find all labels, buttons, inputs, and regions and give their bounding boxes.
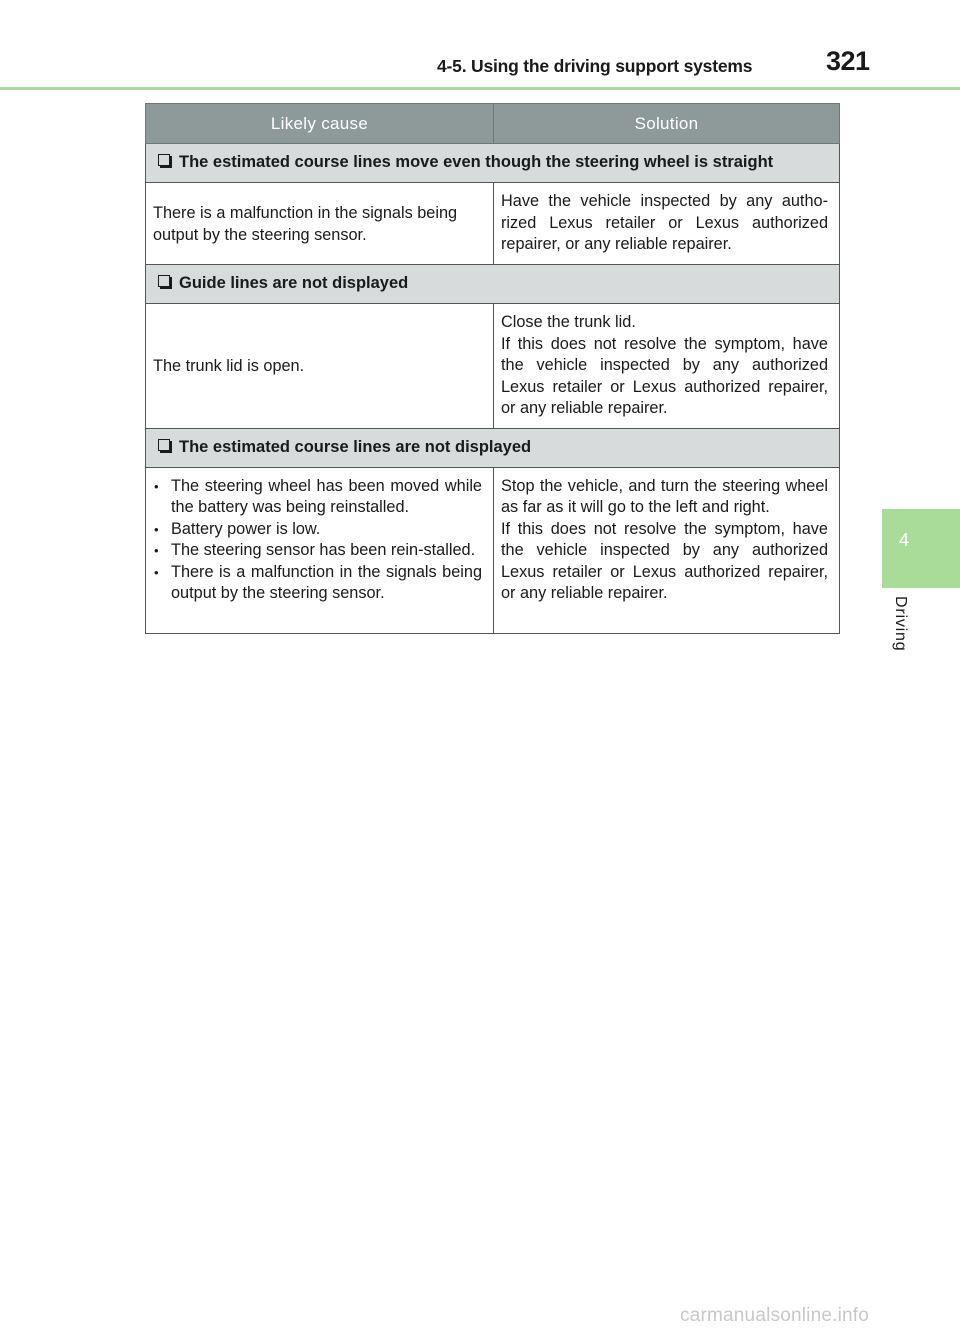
- cause-list-item: • The steering wheel has been moved while the battery was being reinstalled.: [153, 476, 482, 519]
- running-header: 4-5. Using the driving support systems: [437, 56, 753, 76]
- cause-text: The trunk lid is open.: [153, 357, 305, 375]
- section-title-cell: [146, 144, 840, 183]
- checkbox-icon: [158, 275, 170, 287]
- checkbox-icon: [158, 439, 170, 451]
- section-title: The estimated course lines are not displayed: [179, 437, 532, 456]
- solution-text: Stop the vehicle, and turn the steering wheel as far as it will go to the left and right.: [501, 476, 828, 516]
- cause-cell: [146, 304, 494, 429]
- column-header-likely-cause: Likely cause: [146, 104, 494, 144]
- cause-list-item: • The steering sensor has been rein-stalled.: [153, 540, 482, 562]
- table-header-row: [146, 104, 840, 144]
- cause-text: There is a malfunction in the signals being output by the steering sensor.: [153, 204, 458, 244]
- checkbox-icon: [158, 154, 170, 166]
- troubleshooting-table: [145, 103, 840, 634]
- solution-cell: [494, 467, 840, 633]
- table-row: [146, 183, 840, 265]
- section-title-cell: [146, 265, 840, 304]
- solution-text: Have the vehicle inspected by any autho-rized Lexus retailer or Lexus authorized repairer, or any reliable repairer.: [501, 192, 828, 253]
- solution-text: Close the trunk lid.: [501, 313, 636, 331]
- solution-text: If this does not resolve the symptom, have the vehicle inspected by any authorized Lexus retailer or Lexus authorized repairer, or any reliable repairer.: [501, 519, 828, 602]
- cause-list: [153, 476, 482, 605]
- cause-list-item: • Battery power is low.: [153, 519, 482, 541]
- section-title-cell: [146, 428, 840, 467]
- watermark: carmanualsonline.info: [680, 1305, 870, 1326]
- chapter-tab-number: 4: [898, 530, 909, 550]
- chapter-tab-label: Driving: [892, 596, 909, 652]
- cause-cell: [146, 467, 494, 633]
- section-row: [146, 428, 840, 467]
- solution-text: If this does not resolve the symptom, have the vehicle inspected by any authorized Lexus retailer or Lexus authorized repairer, or any reliable repairer.: [501, 334, 828, 417]
- table-row: [146, 304, 840, 429]
- section-title: Guide lines are not displayed: [179, 274, 409, 293]
- page-number: 321: [826, 46, 870, 76]
- header-rule: [0, 87, 960, 90]
- table-row: [146, 467, 840, 633]
- cause-cell: [146, 183, 494, 265]
- solution-cell: [494, 183, 840, 265]
- section-row: [146, 144, 840, 183]
- cause-list-item: • There is a malfunction in the signals being output by the steering sensor.: [153, 562, 482, 605]
- solution-cell: [494, 304, 840, 429]
- section-row: [146, 265, 840, 304]
- section-title: The estimated course lines move even though the steering wheel is straight: [179, 153, 774, 172]
- column-header-solution: Solution: [494, 104, 840, 144]
